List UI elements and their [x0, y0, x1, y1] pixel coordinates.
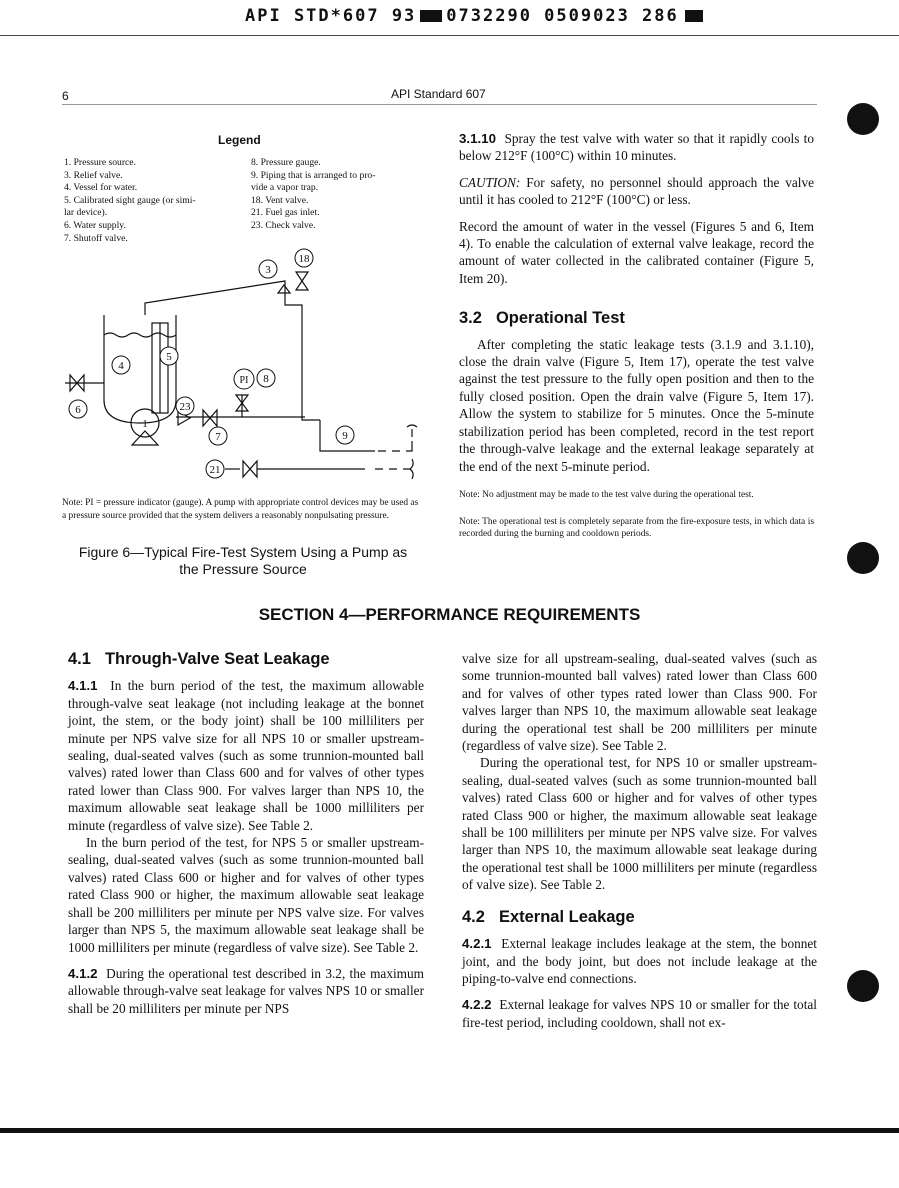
callout-18-label: 18 — [298, 253, 310, 265]
clause-number: 4.2.2 — [462, 997, 492, 1013]
callout-8-label: 8 — [263, 373, 269, 385]
paragraph-4-1-2 — [68, 965, 424, 1017]
code-part-1: API STD*607 93 — [245, 6, 417, 26]
shutoff-valve — [203, 410, 217, 426]
fuel-gas-valve — [243, 461, 257, 477]
note-operational: Note: No adjustment may be made to the test valve during the operational test. — [459, 489, 754, 500]
paragraph-4-2-1 — [462, 935, 817, 987]
document-code — [245, 6, 703, 26]
vent-valve — [296, 272, 308, 290]
legend-item: 23. Check valve. — [251, 219, 316, 231]
callout-21 — [206, 460, 224, 478]
legend-item: 3. Relief valve. — [64, 169, 123, 181]
clause-text: During the operational test described in 3.2, the maximum allowable through-valve seat leakage for valves NPS 10 or smaller shall be 20 milliliters per minute per NPS — [68, 965, 425, 1016]
clause-number: 3.1.10 — [459, 131, 496, 146]
heading-title: External Leakage — [498, 907, 635, 926]
callout-4-label: 4 — [118, 360, 124, 372]
heading-number: 4.1 — [68, 650, 91, 668]
paragraph-4-1-1-b: In the burn period of the test, for NPS 5 or smaller upstream-sealing, dual-seated valves (such as some trunnion-mounted ball valves) rated Class 600 or higher and for valves of other types rated Class 900 or higher, the maximum allowable seat leakage shall be 200 milliliters per minute per NPS valve size. For valves larger than NPS 5, the maximum allowable seat leakage shall be 1000 milliliters per minute (regardless of valve size). See Table 2. — [68, 835, 424, 955]
callout-3 — [259, 260, 277, 278]
paragraph-3-1-10 — [459, 130, 814, 165]
punch-hole — [847, 970, 879, 1002]
callout-1-label: 1 — [142, 418, 148, 430]
running-title: API Standard 607 — [391, 87, 486, 101]
clause-text: External leakage for valves NPS 10 or smaller for the total fire-test period, including cooldown, shall not ex- — [462, 997, 817, 1030]
legend-item: 1. Pressure source. — [64, 157, 136, 168]
callout-3-label: 3 — [265, 264, 271, 276]
callout-5 — [160, 347, 178, 365]
page-number: 6 — [62, 89, 69, 103]
legend-title: Legend — [218, 133, 261, 147]
figure-note: Note: PI = pressure indicator (gauge). A pump with appropriate control devices may be used as a pressure source provided that the system delivers a reasonably nonpulsating pressure. — [62, 498, 419, 521]
top-rule — [0, 35, 899, 36]
legend-item: 21. Fuel gas inlet. — [251, 207, 320, 219]
caution-label: CAUTION: — [459, 174, 521, 190]
callout-7 — [209, 427, 227, 445]
section-title: SECTION 4—PERFORMANCE REQUIREMENTS — [258, 605, 641, 624]
caution-paragraph — [459, 174, 814, 209]
clause-text: External leakage includes leakage at the stem, the bonnet joint, and the body joint, but does not include leakage at the piping-to-valve end connections. — [462, 936, 817, 986]
header-rule — [62, 104, 817, 105]
legend-item: vide a vapor trap. — [251, 182, 319, 194]
heading-number: 3.2 — [459, 309, 482, 328]
paragraph-operational-leakage: During the operational test, for NPS 10 or smaller upstream-sealing, dual-seated valves (such as some trunnion-mounted ball valves) rated Class 600 or higher and for valves of other types rated Class 900 or higher, the maximum allowable seat leakage shall be 100 milliliters per minute per NPS valve size. For valves larger than NPS 10, the maximum allowable seat leakage during the operational test shall be 1000 milliliters per minute (regardless of valve size). See Table 2. — [462, 755, 817, 893]
legend-left — [64, 157, 249, 245]
note-fire-exposure: Note: The operational test is completely separate from the fire-exposure tests, in which data is recorded during the burning and cooldown periods. — [459, 516, 814, 540]
caution-text: For safety, no personnel should approach the valve until it has cooled to 212°F (100°C) or less. — [459, 174, 815, 208]
figure-caption-line: the Pressure Source — [179, 561, 307, 577]
figure-caption — [62, 544, 424, 578]
paragraph-4-1-1 — [68, 677, 424, 834]
heading-4-1 — [68, 651, 424, 668]
code-part-2: 0732290 0509023 286 — [446, 6, 679, 26]
callout-pi — [234, 369, 254, 389]
clause-number: 4.1.1 — [68, 678, 98, 694]
heading-number: 4.2 — [462, 907, 485, 926]
clause-text: In the burn period of the test, the maximum allowable through-valve seat leakage (not including leakage at the bonnet joint, the stem, or the body joint) shall be 100 milliliters per minute per NPS valve size for all NPS 10 or smaller upstream-sealing, dual-seated valves (such as some trunnion-mounted ball valves) rated lower than Class 600 and for valves of other types rated lower than Class 900. For valves larger than NPS 10, the maximum allowable seat leakage shall be 1000 milliliters per minute (regardless of valve size). See Table 2. — [68, 678, 425, 833]
paragraph-continued: valve size for all upstream-sealing, dual-seated valves (such as some trunnion-mounted ball valves) rated lower than Class 600 and for valves of other types rated lower than Class 900. For valves larger than NPS 10, the maximum allowable seat leakage during the operational test shall be 200 milliliters per minute (regardless of valve size). See Table 2. — [462, 651, 817, 754]
heading-3-2 — [459, 310, 814, 327]
callout-8 — [257, 369, 275, 387]
punch-hole — [847, 542, 879, 574]
callout-5-label: 5 — [166, 351, 172, 363]
right-column-bottom — [462, 650, 817, 1040]
callout-9-label: 9 — [342, 430, 348, 442]
legend-item: 8. Pressure gauge. — [251, 157, 321, 168]
clause-number: 4.1.2 — [68, 965, 98, 981]
legend-item: 18. Vent valve. — [251, 194, 309, 206]
heading-title: Operational Test — [495, 309, 625, 328]
callout-6-label: 6 — [75, 404, 81, 416]
legend-item: 6. Water supply. — [64, 219, 126, 231]
paragraph-3-2: After completing the static leakage tests (3.1.9 and 3.1.10), close the drain valve (Figure 5, Item 17), operate the test valve against the test pressure to the fully open position and then to the fully closed position. Open the drain valve (Figure 5, Item 17). Allow the system to stabilize for 5 minutes. Once the 5-minute stabilization period has been completed, record in the test report the through-valve leakage and the external leakage separately at the end of the next 5-minute period. — [459, 336, 814, 474]
clause-number: 4.2.1 — [462, 936, 492, 952]
callout-7-label: 7 — [215, 431, 221, 443]
callout-23 — [176, 397, 194, 415]
left-column-bottom — [68, 651, 424, 1026]
punch-hole — [847, 103, 879, 135]
callout-23-label: 23 — [179, 401, 191, 413]
paragraph-4-2-2 — [462, 996, 817, 1031]
water-surface — [104, 333, 176, 337]
legend-item: 5. Calibrated sight gauge (or simi- — [64, 194, 196, 206]
legend-right — [251, 157, 426, 233]
callout-4 — [112, 356, 130, 374]
legend-item: lar device). — [64, 207, 108, 219]
figure-caption-line: Figure 6—Typical Fire-Test System Using a Pump as — [78, 544, 408, 560]
callout-1 — [142, 418, 148, 430]
heading-title: Through-Valve Seat Leakage — [104, 650, 330, 668]
legend-item: 7. Shutoff valve. — [64, 232, 128, 244]
callout-18 — [295, 249, 313, 267]
record-paragraph: Record the amount of water in the vessel (Figures 5 and 6, Item 4). To enable the calculation of external valve leakage, record the amount of water collected in the calibrated container (Figure 5, Item 20). — [459, 218, 814, 286]
bottom-rule — [0, 1128, 899, 1133]
fire-test-system-diagram — [60, 245, 430, 485]
callout-6 — [69, 400, 87, 418]
legend-item: 9. Piping that is arranged to pro- — [251, 169, 376, 181]
right-column-top — [459, 130, 814, 550]
callout-21-label: 21 — [209, 464, 221, 476]
callout-9 — [336, 426, 354, 444]
heading-4-2 — [462, 909, 817, 926]
black-bar — [685, 10, 703, 22]
black-bar — [420, 10, 442, 22]
callout-pi-label: PI — [239, 375, 249, 386]
legend-item: 4. Vessel for water. — [64, 182, 138, 194]
relief-valve-body — [278, 285, 290, 293]
clause-text: Spray the test valve with water so that it rapidly cools to below 212°F (100°C) within 10 minutes. — [459, 131, 814, 164]
